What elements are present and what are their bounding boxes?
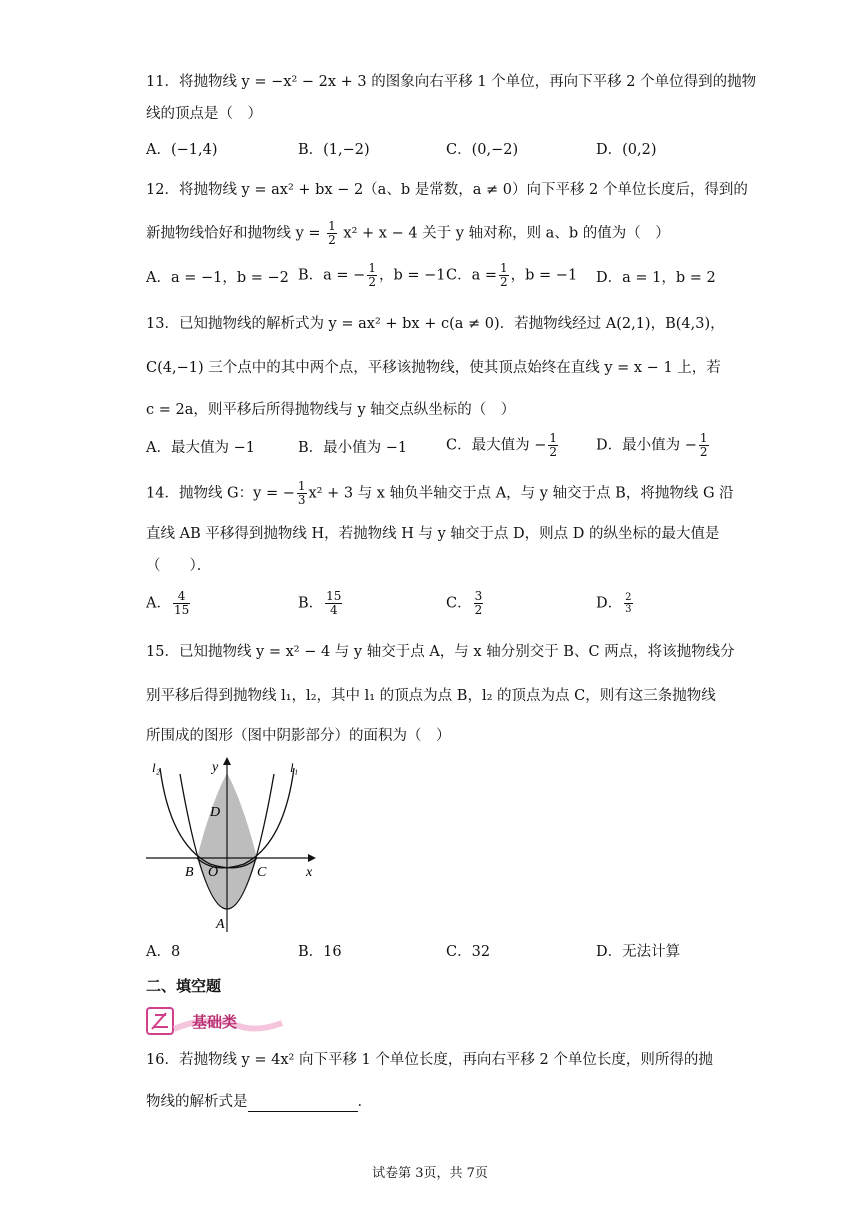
frac-num: 1	[328, 219, 336, 233]
q14-option-b-label: B．	[298, 595, 324, 612]
q13-option-d-text: D．最小值为 −	[596, 437, 697, 454]
fraction-one-half	[367, 262, 377, 289]
q14-option-a	[146, 590, 192, 617]
q16-line2-end: ．	[357, 1094, 372, 1110]
q15-line2: 别平移后得到抛物线 l₁，l₂，其中 l₁ 的顶点为点 B，l₂ 的顶点为点 C，则有这三条抛物线	[146, 688, 716, 704]
answer-blank[interactable]	[248, 1097, 358, 1112]
frac-num: 1	[297, 479, 306, 493]
label-l2: l₂	[152, 760, 161, 775]
frac-den: 2	[368, 275, 376, 289]
q15-option-a: A．8	[146, 944, 181, 960]
frac-den: 2	[328, 233, 336, 247]
q15-option-b: B．16	[298, 944, 342, 960]
frac-num: 1	[368, 261, 376, 275]
q12-line2-start: 新抛物线恰好和抛物线 y =	[146, 225, 321, 242]
fraction-4-15	[173, 590, 190, 617]
q14-option-d	[596, 592, 635, 615]
fraction-one-third	[297, 480, 307, 507]
x-axis-arrow	[308, 854, 316, 862]
q15-option-d: D．无法计算	[596, 944, 681, 960]
label-C: C	[257, 865, 267, 880]
parabola-figure	[140, 754, 330, 934]
q16-line2	[146, 1092, 372, 1112]
q14-option-c-label: C．	[446, 595, 472, 612]
fraction-2-3	[624, 592, 632, 615]
label-y: y	[212, 760, 219, 775]
q13-line3: c = 2a，则平移后所得抛物线与 y 轴交点纵坐标的（ ）	[146, 402, 516, 418]
q12-option-c-start: C．a =	[446, 267, 497, 284]
frac-den: 3	[625, 604, 632, 615]
q13-option-c	[446, 432, 560, 459]
frac-num: 2	[625, 592, 632, 603]
frac-num: 1	[699, 431, 708, 445]
q11-option-a: A．(−1,4)	[146, 142, 218, 158]
q14-line1	[146, 480, 734, 507]
y-axis-arrow	[223, 757, 231, 765]
q12-option-b-end: ，b = −1	[378, 267, 446, 284]
frac-den: 2	[549, 445, 557, 459]
q16-line1: 16．若抛物线 y = 4x² 向下平移 1 个单位长度，再向右平移 2 个单位长度，则所得的抛	[146, 1052, 713, 1068]
badge-text: 基础类	[192, 1013, 238, 1031]
q12-option-c-end: ，b = −1	[510, 267, 578, 284]
q12-option-d: D．a = 1，b = 2	[596, 270, 716, 286]
q14-line1-end: x² + 3 与 x 轴负半轴交于点 A，与 y 轴交于点 B，将抛物线 G 沿	[308, 485, 734, 502]
label-B: B	[185, 865, 194, 880]
label-l1: l₁	[290, 760, 299, 775]
q14-option-b	[298, 590, 344, 617]
frac-num: 1	[549, 431, 557, 445]
category-badge	[146, 1005, 286, 1039]
q13-line1: 13．已知抛物线的解析式为 y = ax² + bx + c(a ≠ 0)．若抛物线经过 A(2,1)，B(4,3)，	[146, 316, 725, 332]
fraction-3-2	[474, 590, 484, 617]
page-footer: 试卷第 3页，共 7页	[372, 1166, 488, 1181]
frac-den: 2	[474, 603, 483, 617]
q14-line3: （ ）．	[146, 558, 212, 574]
frac-den: 2	[500, 275, 508, 289]
q11-line2: 线的顶点是（ ）	[146, 106, 262, 122]
fraction-one-half	[548, 432, 558, 459]
q13-option-b: B．最小值为 −1	[298, 440, 408, 456]
q14-line1-start: 14．抛物线 G：y = −	[146, 485, 295, 502]
frac-den: 2	[699, 445, 708, 459]
label-A: A	[216, 917, 225, 932]
q14-line2: 直线 AB 平移得到抛物线 H，若抛物线 H 与 y 轴交于点 D，则点 D 的纵坐标的最大值是	[146, 526, 720, 542]
q15-line3: 所围成的图形（图中阴影部分）的面积为（ ）	[146, 728, 451, 744]
frac-den: 4	[329, 603, 338, 617]
label-D: D	[210, 805, 221, 820]
q11-option-c: C．(0,−2)	[446, 142, 519, 158]
q14-option-a-label: A．	[146, 595, 171, 612]
q13-option-d	[596, 432, 711, 459]
q13-option-a: A．最大值为 −1	[146, 440, 255, 456]
q11-line1: 11．将抛物线 y = −x² − 2x + 3 的图象向右平移 1 个单位，再向下平移 2 个单位得到的抛物	[146, 74, 757, 90]
q12-line1: 12．将抛物线 y = ax² + bx − 2（a、b 是常数，a ≠ 0）向下平移 2 个单位长度后，得到的	[146, 182, 748, 198]
q16-line2-text: 物线的解析式是	[146, 1094, 248, 1110]
q15-option-c: C．32	[446, 944, 491, 960]
q15-line1: 15．已知抛物线 y = x² − 4 与 y 轴交于点 A，与 x 轴分别交于 B、C 两点，将该抛物线分	[146, 644, 735, 660]
q11-option-d: D．(0,2)	[596, 142, 657, 158]
q11-option-b: B．(1,−2)	[298, 142, 370, 158]
q12-option-a: A．a = −1，b = −2	[146, 270, 289, 286]
q13-option-c-text: C．最大值为 −	[446, 437, 547, 454]
fraction-one-half	[327, 220, 337, 247]
frac-num: 3	[474, 589, 483, 603]
q14-option-c	[446, 590, 485, 617]
label-x: x	[306, 865, 313, 880]
fraction-one-half	[699, 432, 709, 459]
fraction-15-4	[325, 590, 342, 617]
q12-option-c	[446, 262, 577, 289]
frac-num: 1	[500, 261, 508, 275]
label-O: O	[208, 865, 219, 880]
fraction-one-half	[499, 262, 509, 289]
q14-option-d-label: D．	[596, 595, 623, 612]
q12-option-b	[298, 262, 446, 289]
q13-line2: C(4,−1) 三个点中的其中两个点，平移该抛物线，使其顶点始终在直线 y = x − 1 上，若	[146, 360, 721, 376]
section-title: 二、填空题	[146, 977, 222, 995]
frac-den: 3	[297, 493, 306, 507]
frac-num: 15	[326, 589, 342, 603]
q12-line2-end: x² + x − 4 关于 y 轴对称，则 a、b 的值为（ ）	[343, 225, 670, 242]
frac-den: 15	[173, 603, 190, 617]
q12-option-b-start: B．a = −	[298, 267, 366, 284]
frac-num: 4	[173, 590, 190, 604]
q12-line2	[146, 220, 670, 247]
